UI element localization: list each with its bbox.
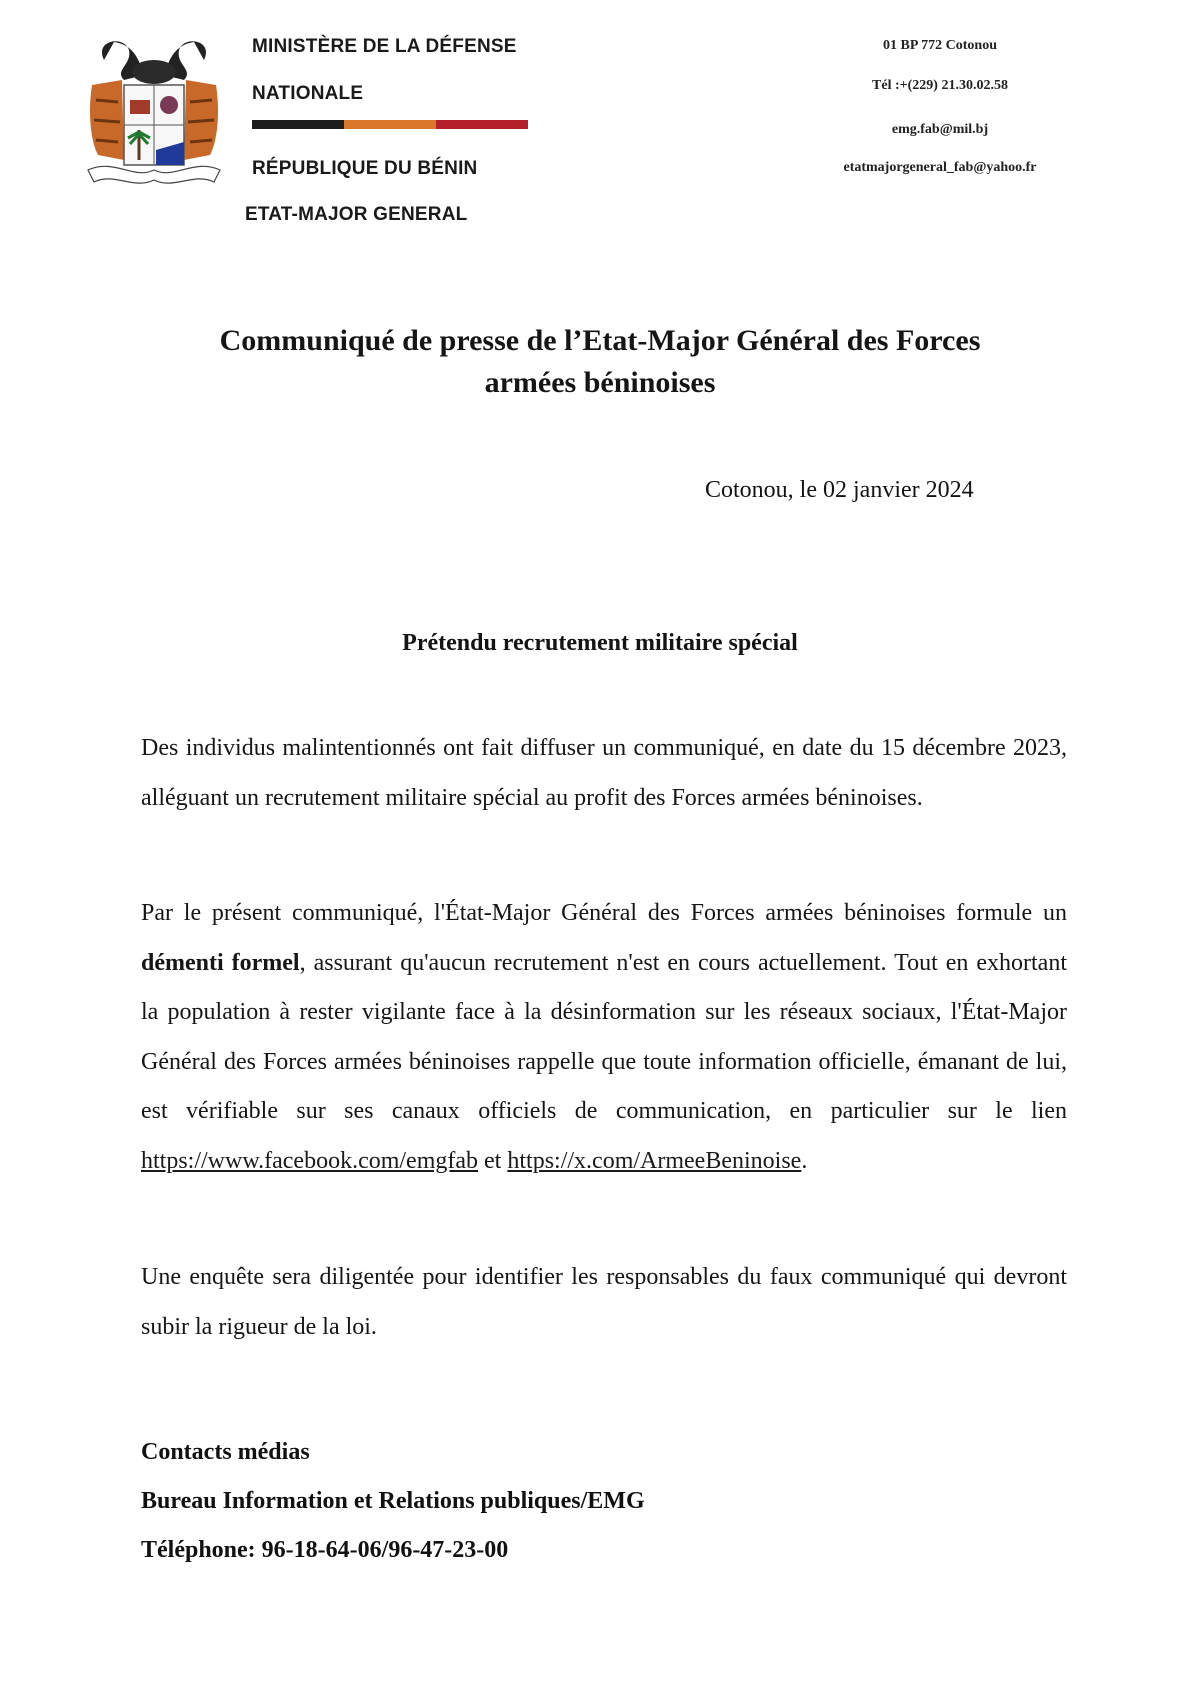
subject-heading: Prétendu recrutement militaire spécial	[402, 630, 798, 656]
link-conjunction: et	[478, 1147, 508, 1174]
paragraph-2-intro: Par le présent communiqué, l'État-Major Général des Forces armées béninoises formule un	[141, 900, 1067, 926]
contact-email-yahoo: etatmajorgeneral_fab@yahoo.fr	[843, 160, 1037, 175]
date-line: Cotonou, le 02 janvier 2024	[705, 477, 974, 503]
formal-denial-emphasis: démenti formel	[141, 949, 300, 976]
paragraph-2	[141, 889, 1067, 1186]
republic-name: RÉPUBLIQUE DU BÉNIN	[252, 158, 478, 179]
color-bar-black	[252, 120, 344, 129]
media-contacts-heading: Contacts médias	[141, 1439, 310, 1465]
press-release-title	[100, 320, 1100, 404]
color-bar-red	[436, 120, 528, 129]
ministry-name-line1: MINISTÈRE DE LA DÉFENSE	[252, 36, 517, 57]
contact-address: 01 BP 772 Cotonou	[883, 38, 997, 53]
national-color-bar	[252, 120, 528, 129]
ministry-name-line2: NATIONALE	[252, 83, 364, 104]
media-contacts-phone: Téléphone: 96-18-64-06/96-47-23-00	[141, 1537, 509, 1563]
contact-email-mil: emg.fab@mil.bj	[891, 122, 989, 137]
media-contacts-bureau: Bureau Information et Relations publiques/EMG	[141, 1488, 645, 1514]
title-line-2: armées béninoises	[484, 366, 716, 399]
paragraph-2-end: .	[801, 1147, 808, 1174]
general-staff-name: ETAT-MAJOR GENERAL	[245, 204, 468, 225]
x-link[interactable]: https://x.com/ArmeeBeninoise	[507, 1147, 802, 1174]
contact-phone: Tél :+(229) 21.30.02.58	[872, 78, 1008, 93]
title-line-1: Communiqué de presse de l’Etat-Major Général des Forces	[219, 324, 981, 357]
paragraph-3: Une enquête sera diligentée pour identifier les responsables du faux communiqué qui devront subir la rigueur de la loi.	[141, 1264, 1067, 1340]
benin-coat-of-arms-icon	[84, 30, 224, 190]
coat-of-arms-emblem	[84, 30, 224, 190]
paragraph-2-body: , assurant qu'aucun recrutement n'est en cours actuellement. Tout en exhortant la population à rester vigilante face à la désinformation sur les réseaux sociaux, l'État-Major Général des Forces armées béninoises rappelle que toute information officielle, émanant de lui, est vérifiable sur ses canaux officiels de communication, en particulier sur le lien	[141, 949, 1067, 1124]
color-bar-orange	[344, 120, 436, 129]
facebook-link[interactable]: https://www.facebook.com/emgfab	[141, 1147, 479, 1174]
paragraph-1: Des individus malintentionnés ont fait diffuser un communiqué, en date du 15 décembre 2023, alléguant un recrutement militaire spécial au profit des Forces armées béninoises.	[141, 735, 1067, 811]
